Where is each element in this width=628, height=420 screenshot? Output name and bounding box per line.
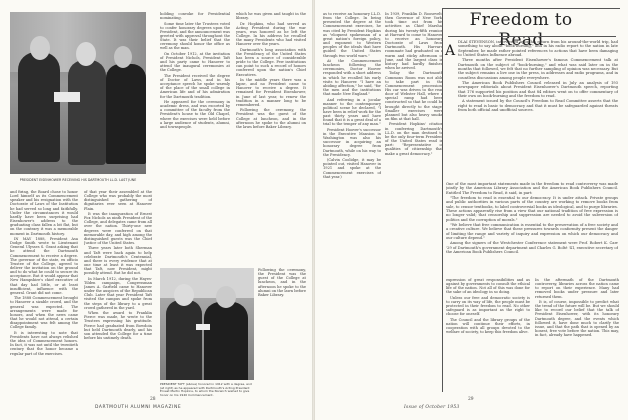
paragraph: It is interesting to note that Presidents have not always relished the idea of Commencement honors. In fact, it was not until the twentieth century that the honor became a regular part of the exercises.	[10, 330, 78, 356]
paragraph: In the middle years there was a lapse, and no President came to Hanover to receive a degree. It remained for President Eisenhower, in June of last year, to renew the tradition in a manner long to be remembered.	[236, 77, 306, 107]
right-column-1	[323, 12, 381, 392]
paragraph: (Calvin Coolidge, it may be pointed out, visited Hanover in 1921 and spoke at the Commencement exercises of that year.)	[323, 158, 381, 179]
left-column-3	[160, 12, 230, 264]
paragraph: Unless our free and democratic society is to carry on its way of life, the people must be protected in their freedom to read. No other safeguard is as important as the right to choose for oneself.	[446, 295, 530, 317]
taft-hopkins-photo	[160, 268, 254, 380]
right-column-2	[385, 12, 443, 392]
paragraph: DLAI STEVENSON, interviewed upon his return from his around-the-world trip, had something to say about "book-burning," and in his radio report to the nation in late September, he made rather pointed references to actions that have been damaging to United States Influence abroad.	[458, 40, 618, 57]
paragraph: President Hoover's successor in the Executive Mansion in Washington was also his successor in acquiring an honorary degree from Dartmouth, while on his way to the Presidency.	[323, 127, 381, 157]
paragraph: In March 1912, during the Hayes-Tilden campaign, Congressman James A. Garfield came to Hanover under the auspices of the Republican Club. Later that year President Taft visited the campus and spoke from the steps of the library to a great crowd gathered in the yard.	[84, 276, 152, 310]
paragraph: And referring in a jocular manner to the contemporary political scene he declared, "I have been in relief work for the past thirty years and have found that it is a great deal of a trial to the temper of any man."	[323, 97, 381, 127]
paragraph: One of the most important statements made in the freedom to read controversy was made jointly by the American Library Association and the American Book Publishers Council. Entitled The Freedom to Read, it said, in part:	[446, 182, 618, 195]
freedom-column-middle	[446, 182, 618, 274]
paragraph: Following the ceremony, the President was the guest of the College at luncheon, and in the afternoon he spoke to the alumni on the lawn before Baker Library.	[236, 108, 306, 129]
paragraph: of that year their assembled at the College who was probably the most distinguished gathering of dignitaries ever seen at Hanover Plain.	[84, 190, 152, 211]
box-top-rule	[442, 8, 620, 9]
freedom-column-bottom-left	[446, 278, 530, 392]
paragraph: Three years later both Sherman and Taft were back again to help celebrate Dartmouth's Centennial, and there is every evidence that at one time at least it was expected that Taft, now President, might possibly attend. But he did not.	[84, 246, 152, 276]
paragraph: Some time later the Trustees voted to confer honorary degrees upon the President, and the announcement was greeted with approval throughout the State. It was their belief that the ceremony should honor the office as well as the man.	[160, 21, 230, 51]
paragraph: It is, of course, impossible to predict what the trend of the future will be. But we should like to record our belief that the talk of President Eisenhower, with its honorary Dartmouth degree, and the events which followed it, have done much to clarify the issue, and that the path that is opened by an honest, free vote before the nation. This may, in fact, already have happened.	[535, 299, 619, 338]
paragraph: On October 1912, at the invitation of President Nichols, President Taft and his party came to Hanover to attend the inaugural ceremonies at the College.	[160, 51, 230, 73]
paragraph: The Council and the library groups of the nation will continue their efforts, in cooperation with all groups devoted to the welfare of society, to keep this freedom alive.	[446, 317, 530, 335]
paragraph: When the award to Franklin Pierce was made, he wrote to the Trustees expressing his gratitude. Pierce had graduated from Bowdoin but held Dartmouth dearly, and his son attended the College for a time before his untimely death.	[84, 311, 152, 341]
eisenhower-photo	[10, 12, 146, 174]
paragraph: The American Book Publishers Council released in July an analysis of 193 newspaper editorials about President Eisenhower's Dartmouth speech, reporting that 176 supported his position and that 84 editors went on to offer commentary of their own on book-burning and the freedom to read.	[458, 81, 618, 98]
left-column-2	[84, 190, 152, 392]
paragraph: IN MAY 1888, President Asa Dodge Smith wrote to Lieutenant General Ulysses S. Grant asking that he attend the Dartmouth Commencement to receive a degree. The governor of the state, ex officio Trustee of the College, agreed to deliver the invitation on the ground and to do what he could to secure its acceptance. But it would appear that New Hampshire's chief executive of that day had little, or at least insufficient, influence with the general. Grant did not come.	[10, 236, 78, 295]
taft-hopkins-caption: PRESIDENT TAFT (above) honored in 1912 with a degree, and (at right) as he appeared with Dartmouth's Acting President Ernest Martin Hopkins, to whom the Norwich wished to give honor on his 1940 Commencement.	[160, 382, 252, 397]
page-number-left: 28	[150, 397, 156, 402]
paragraph: In 1939, Franklin D. Roosevelt, then Governor of New York, took time out from his activities as Chief Marshal during his twenty-fifth reunion at Harvard to come to Hanover to receive an honorary Doctorate of Laws from Dartmouth. His Harvard roommate had graduated on a warm and sticky afternoon of June, and the largest class in history had hardly finished when he arrived.	[385, 12, 443, 71]
paragraph: He appeared for the ceremony in academic dress, and was escorted by a committee of the faculty from the President's house to the Old Chapel, where the exercises were held before a large audience of students, alumni, and townspeople.	[160, 99, 230, 129]
left-column-4-lower	[258, 268, 306, 392]
paragraph: as to receive an honorary LL.D. from the College. In being presented the degree at the Commencement exercises, he was cited by President Hopkins as "eloquent spokesman of a great nation's foreign policy, and exponent to Western peoples of the ideals that have guided the United States through two world wars."	[323, 12, 381, 58]
headline-underline	[448, 36, 616, 37]
paragraph: Today the Dartmouth Commons Room was not able to take part in the Commencement procession. His car was driven to the rear door of Webster Hall, where a special ramp had been constructed so that he could be brought directly to the stage. Smaller exercises were planned but also heavy smoke on film at that hall.	[385, 71, 443, 122]
paragraph: and firing, the Board chose to honor Lord himself as its Commencement speaker and his resignation with the Doctorate of Laws of the Institution he had served so long and faithfully. Under the circumstances it would hardly have been surprising had Eisenhower's address to the graduating class fallen a bit flat, but on the contrary it was a memorable moment in Dartmouth history.	[10, 190, 78, 236]
issue-date-footer: Issue of October 1953	[404, 405, 460, 410]
left-column-1	[10, 190, 78, 392]
drop-cap: A	[445, 43, 456, 59]
box-left-rule	[442, 8, 443, 392]
paragraph: holding convoke for Presidential nominating.	[160, 12, 230, 21]
left-page	[0, 0, 313, 420]
paragraph: It was the inauguration of Ernest Fox Nichols as ninth President of the College, and delegates came from all over the nation. Thirty-one new degrees were conferred on that memorable day, and high among the distinguished guests was the Chief Justice of the United States.	[84, 211, 152, 246]
freedom-column-bottom-right	[535, 278, 619, 392]
eisenhower-photo-caption: PRESIDENT EISENHOWER RECEIVING HIS DARTMOUTH LL.D. LAST JUNE	[19, 178, 137, 182]
left-column-4	[236, 12, 306, 264]
article-headline: Freedom to Read	[469, 10, 573, 50]
paragraph: At the Commencement luncheon following the ceremonies, Doctor Hoover responded with a short address in which he recalled his early visits to Hanover. "I have an abiding affection," he said, "for the men and the institutions that made New England."	[323, 58, 381, 97]
paragraph: "The freedom to read is essential to our democracy. It is under attack. Private groups and public authorities in various parts of the country are working to remove books from sale, to censor textbooks, to label controversial books as ideological, and to purge libraries. These actions apparently rise from a view that our national tradition of free expression is no longer valid; that censorship and suppression are needed to avoid the subversion of politics and the corruption of morals."	[446, 196, 618, 222]
paragraph: expression of great responsibilities and as against by governments to consult the ethical life of the nation. Not all of this was done for the sake of an ideology in so doing.	[446, 278, 530, 295]
freedom-column-lead	[458, 40, 618, 180]
page-number-right: 29	[468, 397, 474, 402]
paragraph: Three months after President Eisenhower's famous Commencement talk at Dartmouth on the subject of "book-burning," and what was said later on in the months that followed, we felt that no further sampling of opinion was necessary. But the subject remains a live one in the press, in addresses and radio programs, and in countless discussions among people everywhere.	[458, 58, 618, 80]
paragraph: The 1888 Commencement brought to Hanover a sizable crowd, and the general was expected. The arrangements were made for honors, and when the news came that he would not attend, a certain disappointment was felt among the College family.	[10, 296, 78, 330]
paragraph: Dartmouth's long association with the Presidency of the United States has been a source of considerable pride to the College. Few institutions can point to such a record of honors conferred upon the nation's Chief Executives.	[236, 47, 306, 77]
paragraph: "We believe that free communication is essential to the preservation of a free society and a creative culture. We believe that these pressures towards conformity present the danger of limiting the range and variety of inquiry and expression on which our democracy and our culture depend."	[446, 223, 618, 240]
paragraph: Following the ceremony, the President was the guest of the College at luncheon, and in the afternoon he spoke to the alumni on the lawn before Baker Library.	[258, 268, 306, 297]
paragraph: The President received the degree of Doctor of Laws, and in his acceptance speech he spoke warmly of the place of the small college in American life and of his admiration for the Dartmouth tradition.	[160, 73, 230, 99]
paragraph: Among the signers of the Westchester Conference statement were Prof. Robert K. Carr '29 of Dartmouth's government department and Charles G. Bolté '41, executive secretary of the American Book Publishers Council.	[446, 241, 618, 255]
magazine-name-footer: DARTMOUTH ALUMNI MAGAZINE	[95, 405, 182, 410]
paragraph: A statement issued by the Council's Freedom to Read Committee asserts that the right to read is basic to democracy and that it must be safeguarded against threats from both official and unofficial sources.	[458, 99, 618, 113]
paragraph: Dr. Hopkins, who had served as Acting President during the war years, was honored as he left the College. In his address he recalled the many Presidents who had visited Hanover over the years.	[236, 21, 306, 47]
paragraph: In the aftermath of the Dartmouth controversy, libraries across the nation came to report on their experience. Many had removed books under pressure and later returned them.	[535, 278, 619, 299]
paragraph: President Hopkins' citation in conferring Dartmouth's LL.D. on the man destined to be the only four-term President of the United States read in part: "Representative of qualities of citizenship that make a great democracy."	[385, 122, 443, 156]
paragraph: which he was given and taught in the library.	[236, 12, 306, 21]
